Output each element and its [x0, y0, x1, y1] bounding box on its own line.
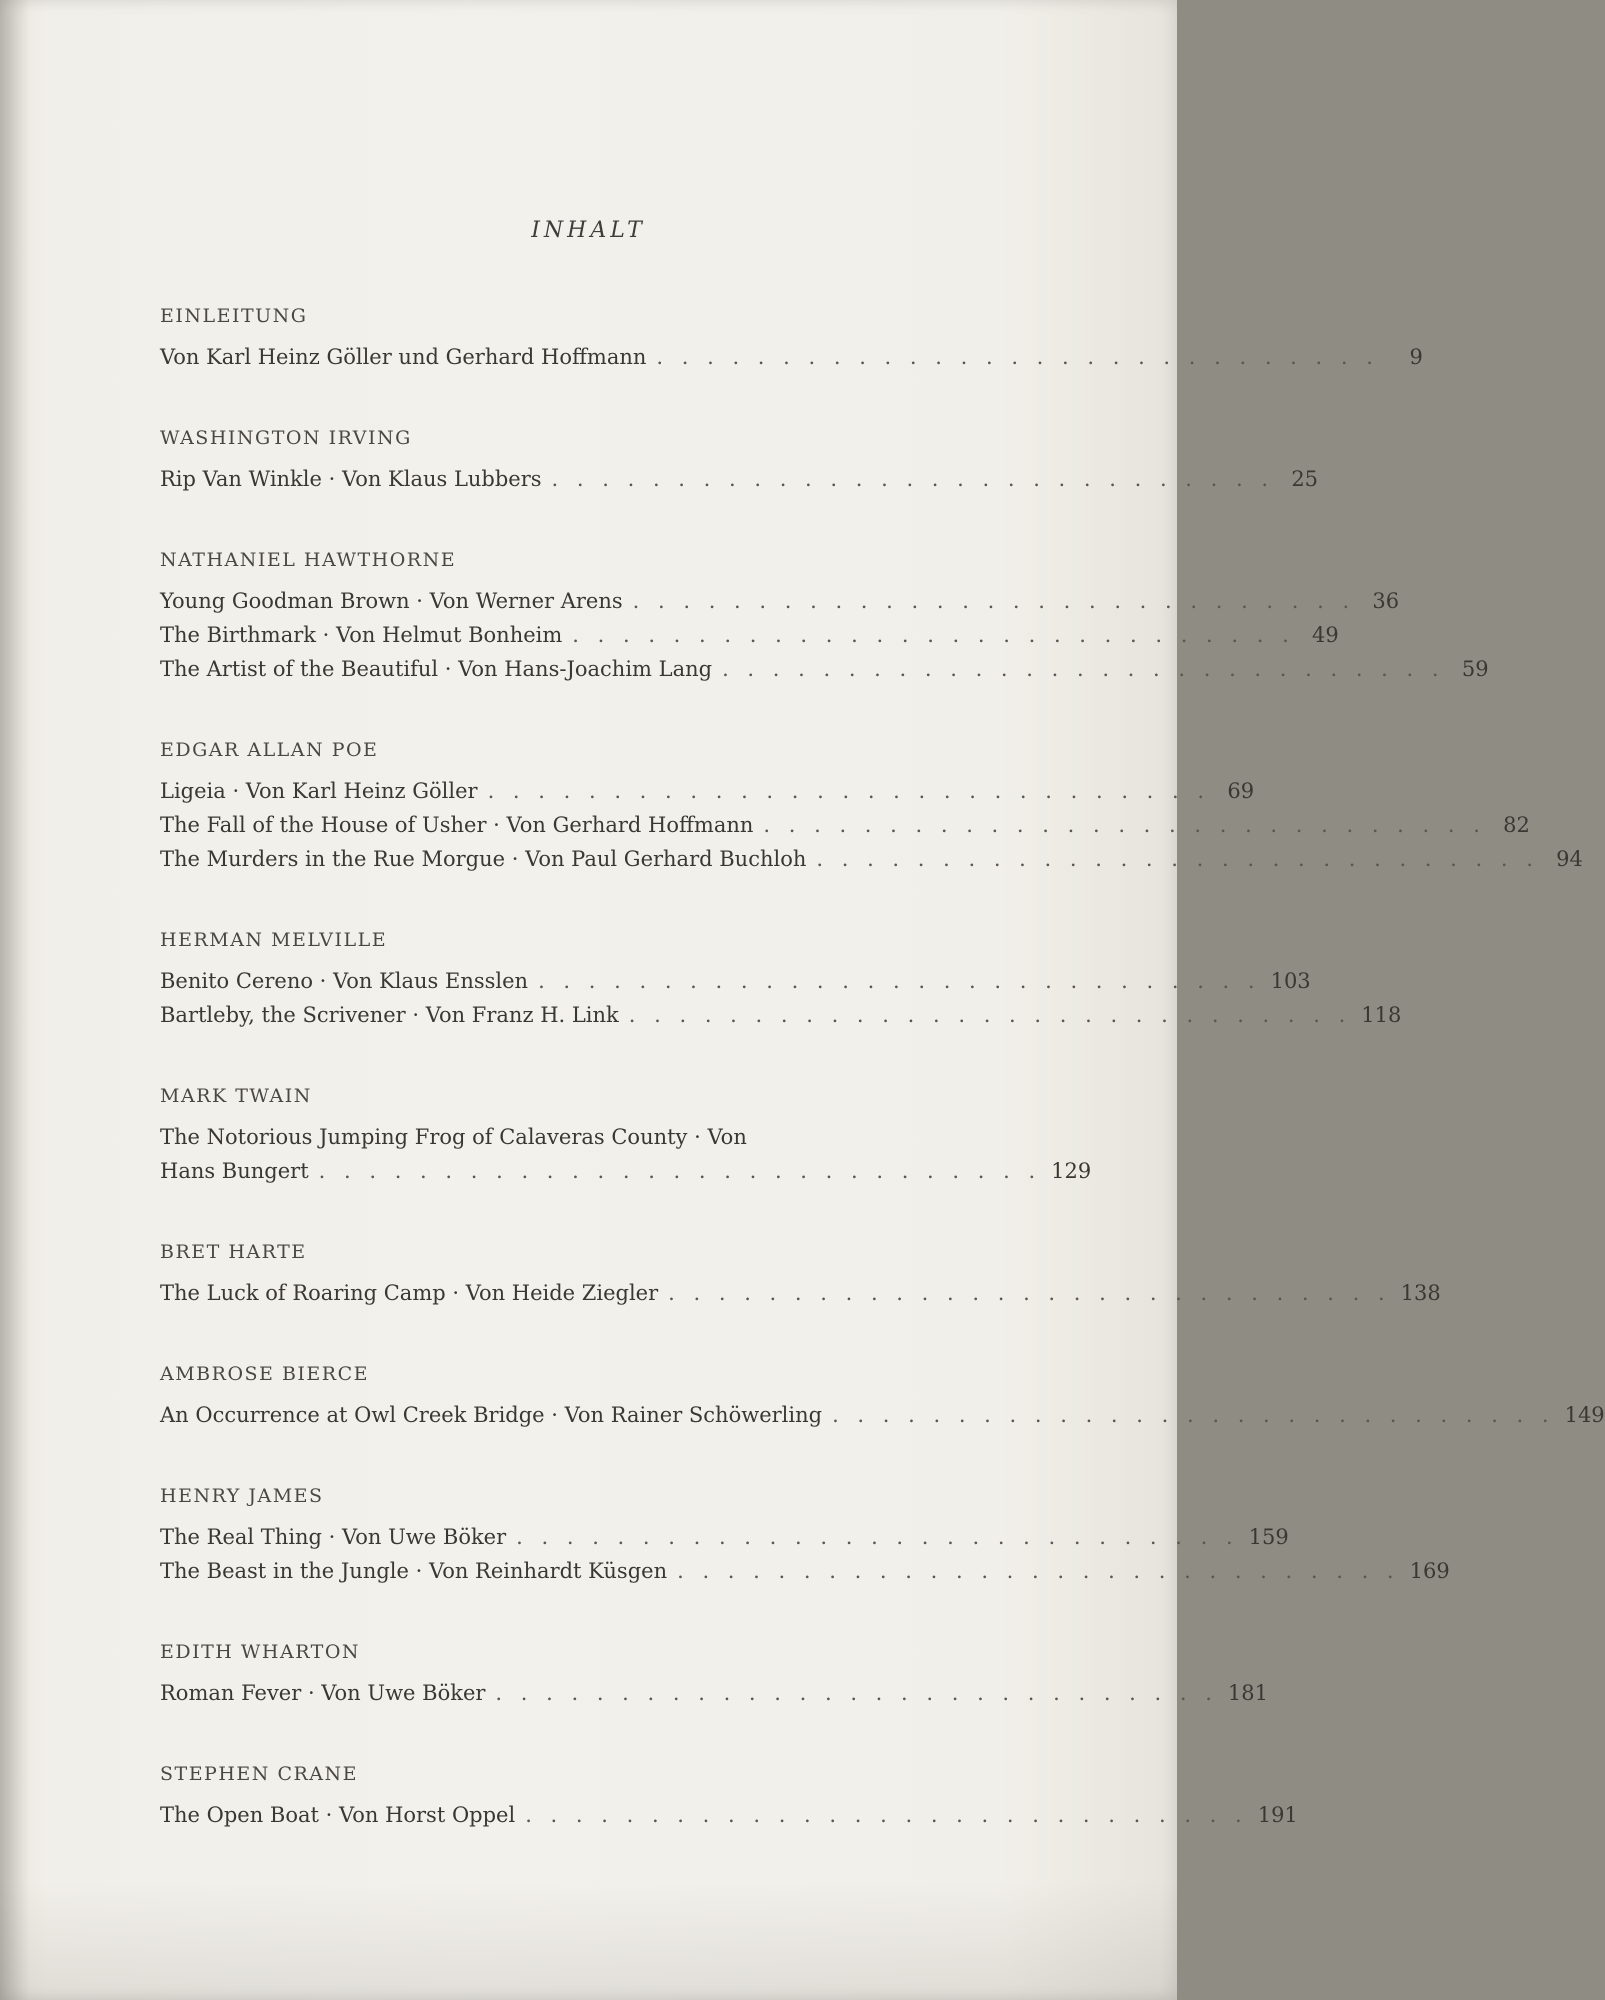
section-author: NATHANIEL HAWTHORNE: [160, 549, 457, 571]
toc-entry[interactable]: [160, 652, 1489, 686]
entry-title: The Open Boat · Von Horst Oppel: [160, 1803, 516, 1827]
entry-title: An Occurrence at Owl Creek Bridge · Von Rainer Schöwerling: [160, 1403, 823, 1427]
entry-title: Young Goodman Brown · Von Werner Arens: [160, 589, 623, 613]
toc-entry[interactable]: [160, 618, 1339, 652]
entry-title: The Real Thing · Von Uwe Böker: [160, 1525, 507, 1549]
toc-entry[interactable]: [160, 808, 1530, 842]
toc-entry[interactable]: [160, 1276, 1441, 1310]
toc-section: [160, 926, 1402, 1032]
entry-title: The Artist of the Beautiful · Von Hans-Joachim Lang: [160, 657, 713, 681]
page-number: 69: [1227, 779, 1255, 803]
toc-entry[interactable]: [160, 584, 1400, 618]
section-author: HENRY JAMES: [160, 1485, 324, 1507]
toc-entry[interactable]: [160, 1520, 1289, 1554]
dot-leader: . . . . . . . . . . . . . . . . . . . . . . . . . . . . .: [495, 1681, 1218, 1705]
section-author: EDGAR ALLAN POE: [160, 739, 379, 761]
toc-section: [160, 1360, 1605, 1432]
page-number: 118: [1361, 1003, 1402, 1027]
toc-entry[interactable]: [160, 1398, 1605, 1432]
toc-section: [160, 1238, 1441, 1310]
section-author: MARK TWAIN: [160, 1085, 312, 1107]
toc-section: [160, 302, 1423, 374]
section-author: EDITH WHARTON: [160, 1641, 361, 1663]
toc-section: [160, 424, 1319, 496]
entry-title: Ligeia · Von Karl Heinz Göller: [160, 779, 478, 803]
dot-leader: . . . . . . . . . . . . . . . . . . . . . . . . . . . . .: [816, 847, 1539, 871]
section-author: BRET HARTE: [160, 1241, 307, 1263]
toc-section: [160, 1760, 1298, 1832]
entry-title: The Beast in the Jungle · Von Reinhardt Küsgen: [160, 1559, 668, 1583]
entry-title: Hans Bungert: [160, 1159, 309, 1183]
dot-leader: . . . . . . . . . . . . . . . . . . . . . . . . . . . . .: [722, 657, 1445, 681]
page-number: 49: [1312, 623, 1339, 647]
dot-leader: . . . . . . . . . . . . . . . . . . . . . . . . . . . . .: [487, 779, 1211, 803]
page-number: 59: [1461, 657, 1489, 681]
toc-entry[interactable]: [160, 340, 1423, 374]
dot-leader: . . . . . . . . . . . . . . . . . . . . . . . . . . . . .: [525, 1803, 1248, 1827]
page-number: 9: [1409, 345, 1423, 369]
page-title: INHALT: [531, 218, 646, 243]
dot-leader: . . . . . . . . . . . . . . . . . . . . . . . . . . . . .: [572, 623, 1295, 647]
entry-title: Roman Fever · Von Uwe Böker: [160, 1681, 486, 1705]
toc-section: [160, 1082, 1092, 1188]
dot-leader: . . . . . . . . . . . . . . . . . . . . . . . . . . . . .: [677, 1559, 1400, 1583]
dot-leader: . . . . . . . . . . . . . . . . . . . . . . . . . . . . .: [632, 589, 1356, 613]
toc-entry[interactable]: [160, 964, 1311, 998]
page-number: 82: [1503, 813, 1530, 837]
page-number: 181: [1227, 1681, 1269, 1705]
page-number: 149: [1564, 1403, 1605, 1427]
page-shadow: [0, 1880, 1177, 2000]
toc-entry[interactable]: [160, 1154, 1092, 1188]
toc-section: [160, 1482, 1450, 1588]
page-number: 159: [1248, 1525, 1289, 1549]
section-author: EINLEITUNG: [160, 305, 308, 327]
entry-title: The Luck of Roaring Camp · Von Heide Ziegler: [160, 1281, 659, 1305]
entry-title: The Birthmark · Von Helmut Bonheim: [160, 623, 563, 647]
toc-entry[interactable]: [160, 1798, 1298, 1832]
entry-title: Von Karl Heinz Göller und Gerhard Hoffmann: [160, 345, 647, 369]
toc-section: [160, 546, 1489, 686]
toc-entry[interactable]: [160, 1554, 1450, 1588]
entry-title: The Fall of the House of Usher · Von Gerhard Hoffmann: [160, 813, 754, 837]
dot-leader: . . . . . . . . . . . . . . . . . . . . . . . . . . . . .: [668, 1281, 1391, 1305]
page-number: 169: [1409, 1559, 1450, 1583]
page-number: 94: [1556, 847, 1583, 871]
dot-leader: . . . . . . . . . . . . . . . . . . . . . . . . . . . . .: [538, 969, 1261, 993]
entry-title: Benito Cereno · Von Klaus Ensslen: [160, 969, 529, 993]
dot-leader: . . . . . . . . . . . . . . . . . . . . . . . . . . . . .: [318, 1159, 1042, 1183]
page-number: 36: [1372, 589, 1400, 613]
toc-section: [160, 736, 1583, 876]
toc-entry[interactable]: [160, 462, 1319, 496]
binding-shadow: [0, 0, 30, 2000]
page-number: 138: [1400, 1281, 1441, 1305]
toc-entry[interactable]: [160, 998, 1402, 1032]
page-number: 191: [1257, 1803, 1298, 1827]
section-author: WASHINGTON IRVING: [160, 427, 412, 449]
table-of-contents: [160, 302, 1605, 1882]
dot-leader: . . . . . . . . . . . . . . . . . . . . . . . . . . . . .: [763, 813, 1486, 837]
section-author: HERMAN MELVILLE: [160, 929, 388, 951]
page-number: 129: [1051, 1159, 1092, 1183]
entry-title: Rip Van Winkle · Von Klaus Lubbers: [160, 467, 542, 491]
dot-leader: . . . . . . . . . . . . . . . . . . . . . . . . . . . . .: [551, 467, 1275, 491]
toc-section: [160, 1638, 1269, 1710]
toc-entry[interactable]: [160, 774, 1255, 808]
toc-entry[interactable]: [160, 1676, 1269, 1710]
dot-leader: . . . . . . . . . . . . . . . . . . . . . . . . . . . . .: [832, 1403, 1555, 1427]
page-number: 103: [1270, 969, 1311, 993]
dot-leader: . . . . . . . . . . . . . . . . . . . . . . . . . . . . .: [628, 1003, 1352, 1027]
toc-entry[interactable]: [160, 842, 1583, 876]
section-author: AMBROSE BIERCE: [160, 1363, 369, 1385]
entry-title: Bartleby, the Scrivener · Von Franz H. Link: [160, 1003, 619, 1027]
dot-leader: . . . . . . . . . . . . . . . . . . . . . . . . . . . . .: [656, 345, 1379, 369]
entry-title: The Murders in the Rue Morgue · Von Paul Gerhard Buchloh: [160, 847, 807, 871]
section-author: STEPHEN CRANE: [160, 1763, 359, 1785]
dot-leader: . . . . . . . . . . . . . . . . . . . . . . . . . . . . .: [516, 1525, 1239, 1549]
entry-title-line: The Notorious Jumping Frog of Calaveras County · Von: [160, 1125, 747, 1149]
page-number: 25: [1291, 467, 1319, 491]
